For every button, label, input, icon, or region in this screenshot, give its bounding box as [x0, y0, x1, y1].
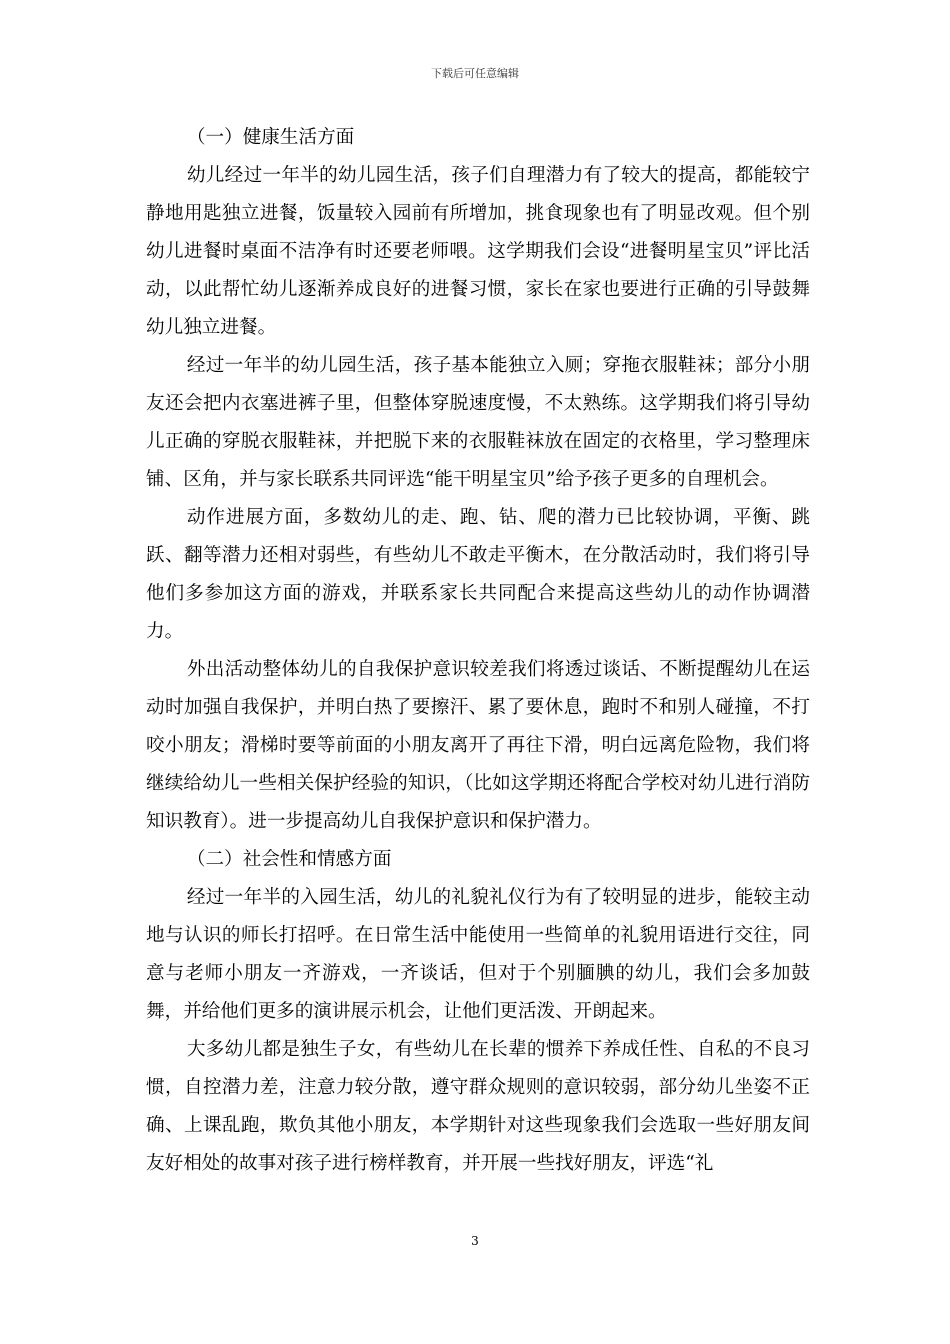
paragraph-self-care: 经过一年半的幼儿园生活，孩子基本能独立入厕；穿拖衣服鞋袜；部分小朋友还会把内衣塞进裤子里，但整体穿脱速度慢，不太熟练。这学期我们将引导幼儿正确的穿脱衣服鞋袜，并把脱下来的衣服鞋袜放在固定的衣格里，学习整理床铺、区角，并与家长联系共同评选“能干明星宝贝”给予孩子更多的自理机会。 — [146, 355, 810, 490]
paragraph-behavior: 大多幼儿都是独生子女，有些幼儿在长辈的惯养下养成任性、自私的不良习惯，自控潜力差，注意力较分散，遵守群众规则的意识较弱，部分幼儿坐姿不正确、上课乱跑，欺负其他小朋友，本学期针对这些现象我们会选取一些好朋友间友好相处的故事对孩子进行榜样教育，并开展一些找好朋友，评选“礼 — [146, 1039, 810, 1174]
document-body — [146, 119, 810, 1183]
paragraph-manners: 经过一年半的入园生活，幼儿的礼貌礼仪行为有了较明显的进步，能较主动地与认识的师长打招呼。在日常生活中能使用一些简单的礼貌用语进行交往，同意与老师小朋友一齐游戏，一齐谈话，但对于个别腼腆的幼儿，我们会多加鼓舞，并给他们更多的演讲展示机会，让他们更活泼、开朗起来。 — [146, 887, 810, 1022]
page-header: 下载后可任意编辑 — [431, 67, 519, 80]
paragraph-safety: 外出活动整体幼儿的自我保护意识较差我们将透过谈话、不断提醒幼儿在运动时加强自我保护，并明白热了要擦汗、累了要休息，跑时不和别人碰撞，不打咬小朋友；滑梯时要等前面的小朋友离开了再往下滑，明白远离危险物，我们将继续给幼儿一些相关保护经验的知识，（比如这学期还将配合学校对幼儿进行消防知识教育）。进一步提高幼儿自我保护意识和保护潜力。 — [146, 659, 810, 832]
page-number: 3 — [471, 1234, 479, 1248]
section-heading-health: （一）健康生活方面 — [186, 127, 355, 148]
paragraph-eating: 幼儿经过一年半的幼儿园生活，孩子们自理潜力有了较大的提高，都能较宁静地用匙独立进餐，饭量较入园前有所增加，挑食现象也有了明显改观。但个别幼儿进餐时桌面不洁净有时还要老师喂。这学期我们会设“进餐明星宝贝”评比活动，以此帮忙幼儿逐渐养成良好的进餐习惯，家长在家也要进行正确的引导鼓舞幼儿独立进餐。 — [146, 165, 810, 338]
paragraph-motor: 动作进展方面，多数幼儿的走、跑、钻、爬的潜力已比较协调，平衡、跳跃、翻等潜力还相对弱些，有些幼儿不敢走平衡木，在分散活动时，我们将引导他们多参加这方面的游戏，并联系家长共同配合来提高这些幼儿的动作协调潜力。 — [146, 507, 810, 642]
section-heading-social: （二）社会性和情感方面 — [186, 849, 392, 870]
